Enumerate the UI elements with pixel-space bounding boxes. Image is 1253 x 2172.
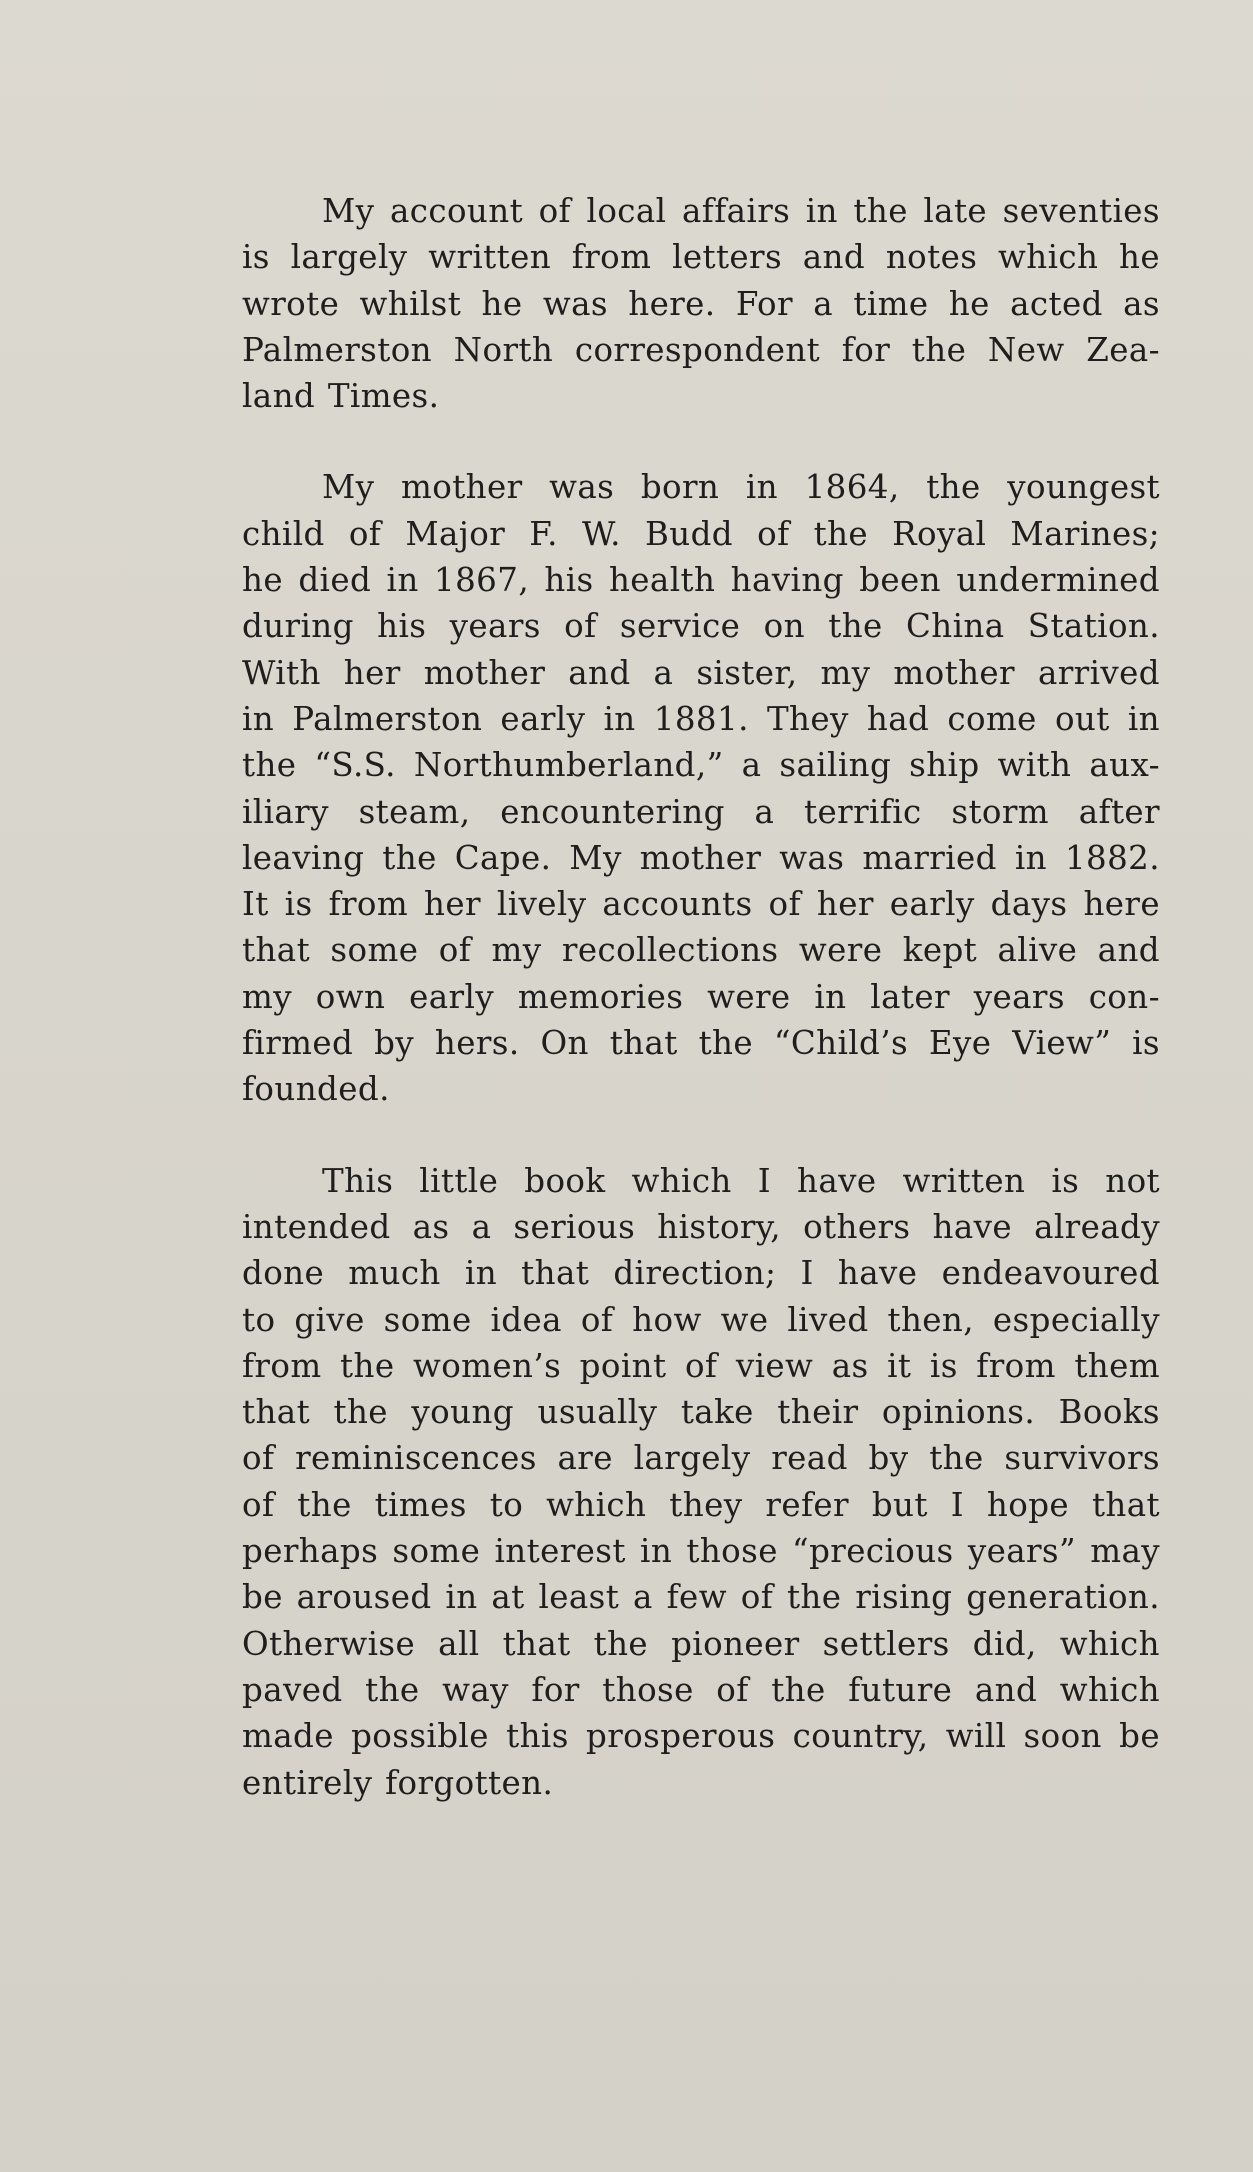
text-line: that the young usually take their opinions. Books bbox=[242, 1393, 1160, 1432]
text-line: iliary steam, encountering a terrific storm after bbox=[242, 792, 1160, 831]
text-line: land Times. bbox=[242, 377, 440, 416]
text-line: made possible this prosperous country, will soon be bbox=[242, 1717, 1160, 1756]
text-line: My account of local affairs in the late seventies bbox=[322, 192, 1160, 230]
text-line: Otherwise all that the pioneer settlers did, which bbox=[242, 1624, 1160, 1663]
text-line: be aroused in at least a few of the rising generation. bbox=[242, 1578, 1160, 1617]
text-line: in Palmerston early in 1881. They had come out in bbox=[242, 699, 1160, 738]
text-line: done much in that direction; I have endeavoured bbox=[242, 1254, 1160, 1293]
text-line: of the times to which they refer but I hope that bbox=[242, 1485, 1160, 1524]
text-line: to give some idea of how we lived then, especially bbox=[242, 1300, 1160, 1339]
text-line: firmed by hers. On that the “Child’s Eye View” is bbox=[242, 1024, 1160, 1063]
text-line: My mother was born in 1864, the youngest bbox=[322, 468, 1160, 507]
text-line: entirely forgotten. bbox=[242, 1763, 554, 1802]
text-line: during his years of service on the China Station. bbox=[242, 607, 1160, 646]
paragraph-3 bbox=[242, 1158, 1160, 1806]
text-line: he died in 1867, his health having been undermined bbox=[242, 561, 1160, 600]
text-line: from the women’s point of view as it is from them bbox=[242, 1346, 1160, 1385]
text-line: of reminiscences are largely read by the survivors bbox=[242, 1439, 1160, 1478]
text-line: perhaps some interest in those “precious years” may bbox=[242, 1532, 1160, 1571]
text-line: paved the way for those of the future and which bbox=[242, 1670, 1160, 1709]
text-line: leaving the Cape. My mother was married in 1882. bbox=[242, 838, 1160, 877]
text-line: This little book which I have written is not bbox=[322, 1161, 1160, 1200]
paragraph-2 bbox=[242, 464, 1160, 1112]
text-line: my own early memories were in later years con- bbox=[242, 977, 1160, 1016]
text-line: the “S.S. Northumberland,” a sailing ship with aux- bbox=[242, 746, 1160, 785]
text-line: Palmerston North correspondent for the New Zea- bbox=[242, 330, 1160, 369]
paragraph-1 bbox=[242, 188, 1160, 419]
text-line: It is from her lively accounts of her early days here bbox=[242, 885, 1160, 924]
text-line: child of Major F. W. Budd of the Royal Marines; bbox=[242, 514, 1160, 553]
text-line: that some of my recollections were kept alive and bbox=[242, 931, 1160, 970]
text-line: intended as a serious history, others have already bbox=[242, 1207, 1160, 1246]
text-line: With her mother and a sister, my mother arrived bbox=[242, 653, 1160, 692]
text-line: is largely written from letters and notes which he bbox=[242, 238, 1160, 277]
body-text bbox=[242, 188, 1160, 1806]
text-line: founded. bbox=[242, 1070, 390, 1109]
text-line: wrote whilst he was here. For a time he acted as bbox=[242, 284, 1160, 323]
